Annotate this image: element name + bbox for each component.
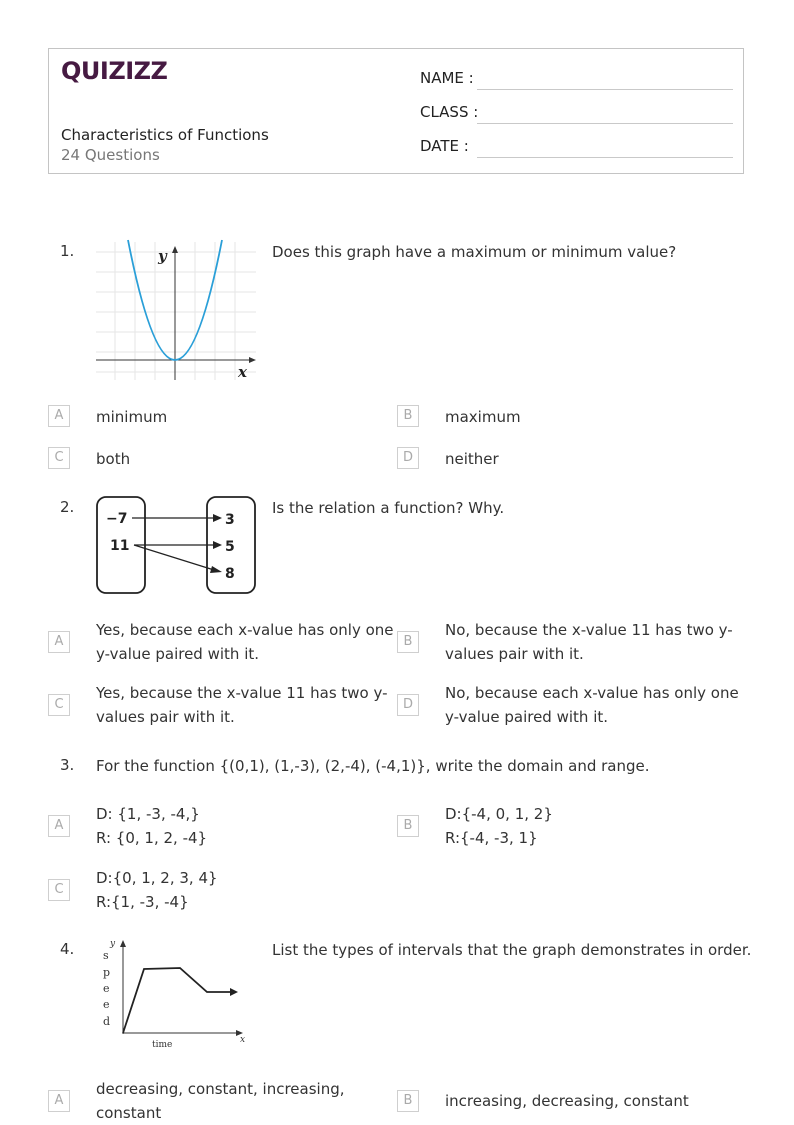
- option-letter[interactable]: D: [397, 447, 419, 469]
- mapping-diagram: [94, 494, 260, 596]
- parabola-graph: [94, 238, 260, 382]
- option-letter[interactable]: B: [397, 815, 419, 837]
- option-text[interactable]: D:{0, 1, 2, 3, 4} R:{1, -3, -4}: [96, 869, 218, 911]
- y-axis-label: y: [110, 939, 116, 949]
- range-value: 5: [225, 539, 235, 555]
- speed-letter: e: [103, 998, 110, 1011]
- x-axis-label: x: [240, 1035, 246, 1045]
- domain-value: 11: [110, 538, 130, 554]
- speed-letter: d: [103, 1015, 111, 1028]
- class-label: CLASS :: [420, 103, 479, 121]
- option-letter[interactable]: C: [48, 447, 70, 469]
- speed-letter: p: [103, 966, 111, 979]
- name-label: NAME :: [420, 69, 474, 87]
- option-text[interactable]: maximum: [445, 408, 521, 426]
- option-letter[interactable]: D: [397, 694, 419, 716]
- option-text[interactable]: Yes, because each x-value has only one y-value paired with it.: [96, 621, 394, 663]
- x-axis-label: x: [238, 363, 247, 381]
- question-number: 2.: [60, 498, 75, 516]
- question-text: Is the relation a function? Why.: [272, 499, 505, 517]
- question-text: Does this graph have a maximum or minimum value?: [272, 243, 677, 261]
- range-value: 3: [225, 512, 235, 528]
- option-text[interactable]: decreasing, constant, increasing, constant: [96, 1080, 345, 1122]
- option-letter[interactable]: A: [48, 631, 70, 653]
- option-text[interactable]: No, because the x-value 11 has two y- values pair with it.: [445, 621, 733, 663]
- option-letter[interactable]: A: [48, 815, 70, 837]
- speed-letter: e: [103, 982, 110, 995]
- question-number: 3.: [60, 756, 75, 774]
- question-number: 1.: [60, 242, 75, 260]
- option-letter[interactable]: C: [48, 694, 70, 716]
- question-count: 24 Questions: [61, 146, 160, 164]
- option-letter[interactable]: B: [397, 405, 419, 427]
- question-number: 4.: [60, 940, 75, 958]
- time-label: time: [152, 1040, 173, 1050]
- option-letter[interactable]: B: [397, 1090, 419, 1112]
- option-letter[interactable]: A: [48, 1090, 70, 1112]
- option-text[interactable]: minimum: [96, 408, 168, 426]
- worksheet-header: [48, 48, 744, 174]
- option-text[interactable]: both: [96, 450, 131, 468]
- option-text[interactable]: D:{-4, 0, 1, 2} R:{-4, -3, 1}: [445, 805, 553, 847]
- speed-time-graph: [94, 934, 260, 1054]
- date-label: DATE :: [420, 137, 469, 155]
- option-text[interactable]: D: {1, -3, -4,} R: {0, 1, 2, -4}: [96, 805, 208, 847]
- date-line[interactable]: [477, 157, 733, 158]
- class-line[interactable]: [477, 123, 733, 124]
- question-text: For the function {(0,1), (1,-3), (2,-4), (-4,1)}, write the domain and range.: [96, 757, 650, 775]
- quizizz-logo: QUIZIZZ: [61, 57, 168, 85]
- range-value: 8: [225, 566, 235, 582]
- option-text[interactable]: Yes, because the x-value 11 has two y- values pair with it.: [96, 684, 388, 726]
- option-text[interactable]: neither: [445, 450, 499, 468]
- worksheet-title: Characteristics of Functions: [61, 126, 269, 144]
- question-text: List the types of intervals that the graph demonstrates in order.: [272, 941, 752, 959]
- option-letter[interactable]: A: [48, 405, 70, 427]
- option-text[interactable]: increasing, decreasing, constant: [445, 1092, 689, 1110]
- option-text[interactable]: No, because each x-value has only one y-value paired with it.: [445, 684, 739, 726]
- y-axis-label: y: [158, 247, 167, 265]
- option-letter[interactable]: C: [48, 879, 70, 901]
- name-line[interactable]: [477, 89, 733, 90]
- speed-letter: s: [103, 949, 109, 962]
- domain-value: −7: [106, 511, 128, 527]
- option-letter[interactable]: B: [397, 631, 419, 653]
